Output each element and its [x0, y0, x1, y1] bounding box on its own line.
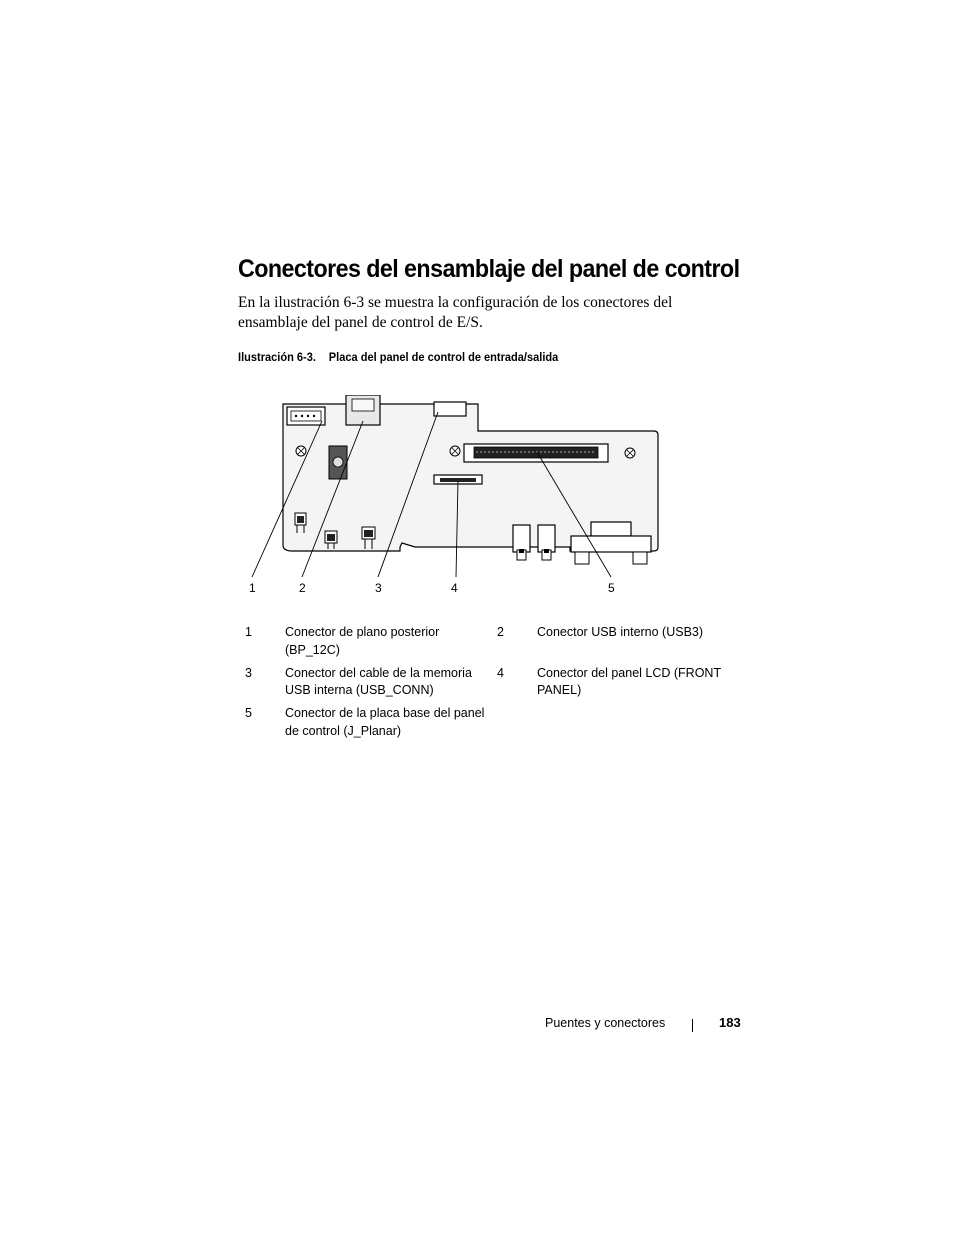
callout-1: 1 [249, 581, 256, 595]
figure-caption [238, 350, 558, 364]
legend-text: Conector del panel LCD (FRONT PANEL) [537, 665, 721, 697]
usb-port [513, 525, 530, 560]
footer-separator [692, 1019, 693, 1032]
legend-row [238, 705, 718, 746]
legend-text: Conector de la placa base del panel de control (J_Planar) [285, 706, 485, 738]
mounting-screw [296, 446, 306, 456]
callout-2: 2 [299, 581, 306, 595]
footer-section-title: Puentes y conectores [545, 1016, 666, 1030]
legend-text: Conector del cable de la memoria USB interna (USB_CONN) [285, 665, 472, 697]
legend-text: Conector USB interno (USB3) [537, 625, 704, 639]
mounting-screw [625, 448, 635, 458]
callout-3: 3 [375, 581, 382, 595]
push-switch [329, 446, 347, 479]
figure-title: Placa del panel de control de entrada/salida [328, 350, 559, 364]
page-heading: Conectores del ensamblaje del panel de control [238, 255, 740, 283]
figure-label: Ilustración 6-3. [238, 350, 316, 364]
usb-conn-connector [434, 402, 466, 416]
legend-row [238, 624, 718, 665]
legend-text: Conector de plano posterior (BP_12C) [285, 625, 440, 657]
callout-5: 5 [608, 581, 615, 595]
j-planar-connector [464, 444, 608, 462]
internal-usb-connector [346, 395, 380, 425]
legend-number: 3 [245, 665, 252, 680]
legend-number: 2 [497, 625, 504, 639]
legend-number: 4 [497, 665, 504, 680]
legend-number: 5 [245, 706, 252, 720]
legend-row [238, 665, 721, 706]
usb-port [538, 525, 555, 560]
page-number: 183 [719, 1015, 741, 1030]
backplane-connector [287, 407, 325, 425]
mounting-screw [450, 446, 460, 456]
intro-paragraph: En la ilustración 6-3 se muestra la configuración de los conectores del ensamblaje del panel de control de E/S. [238, 294, 673, 331]
io-control-panel-board-figure [240, 395, 670, 600]
board-illustration [240, 395, 670, 600]
legend-number: 1 [245, 625, 252, 639]
callout-4: 4 [451, 581, 458, 595]
callout-legend [238, 624, 721, 746]
